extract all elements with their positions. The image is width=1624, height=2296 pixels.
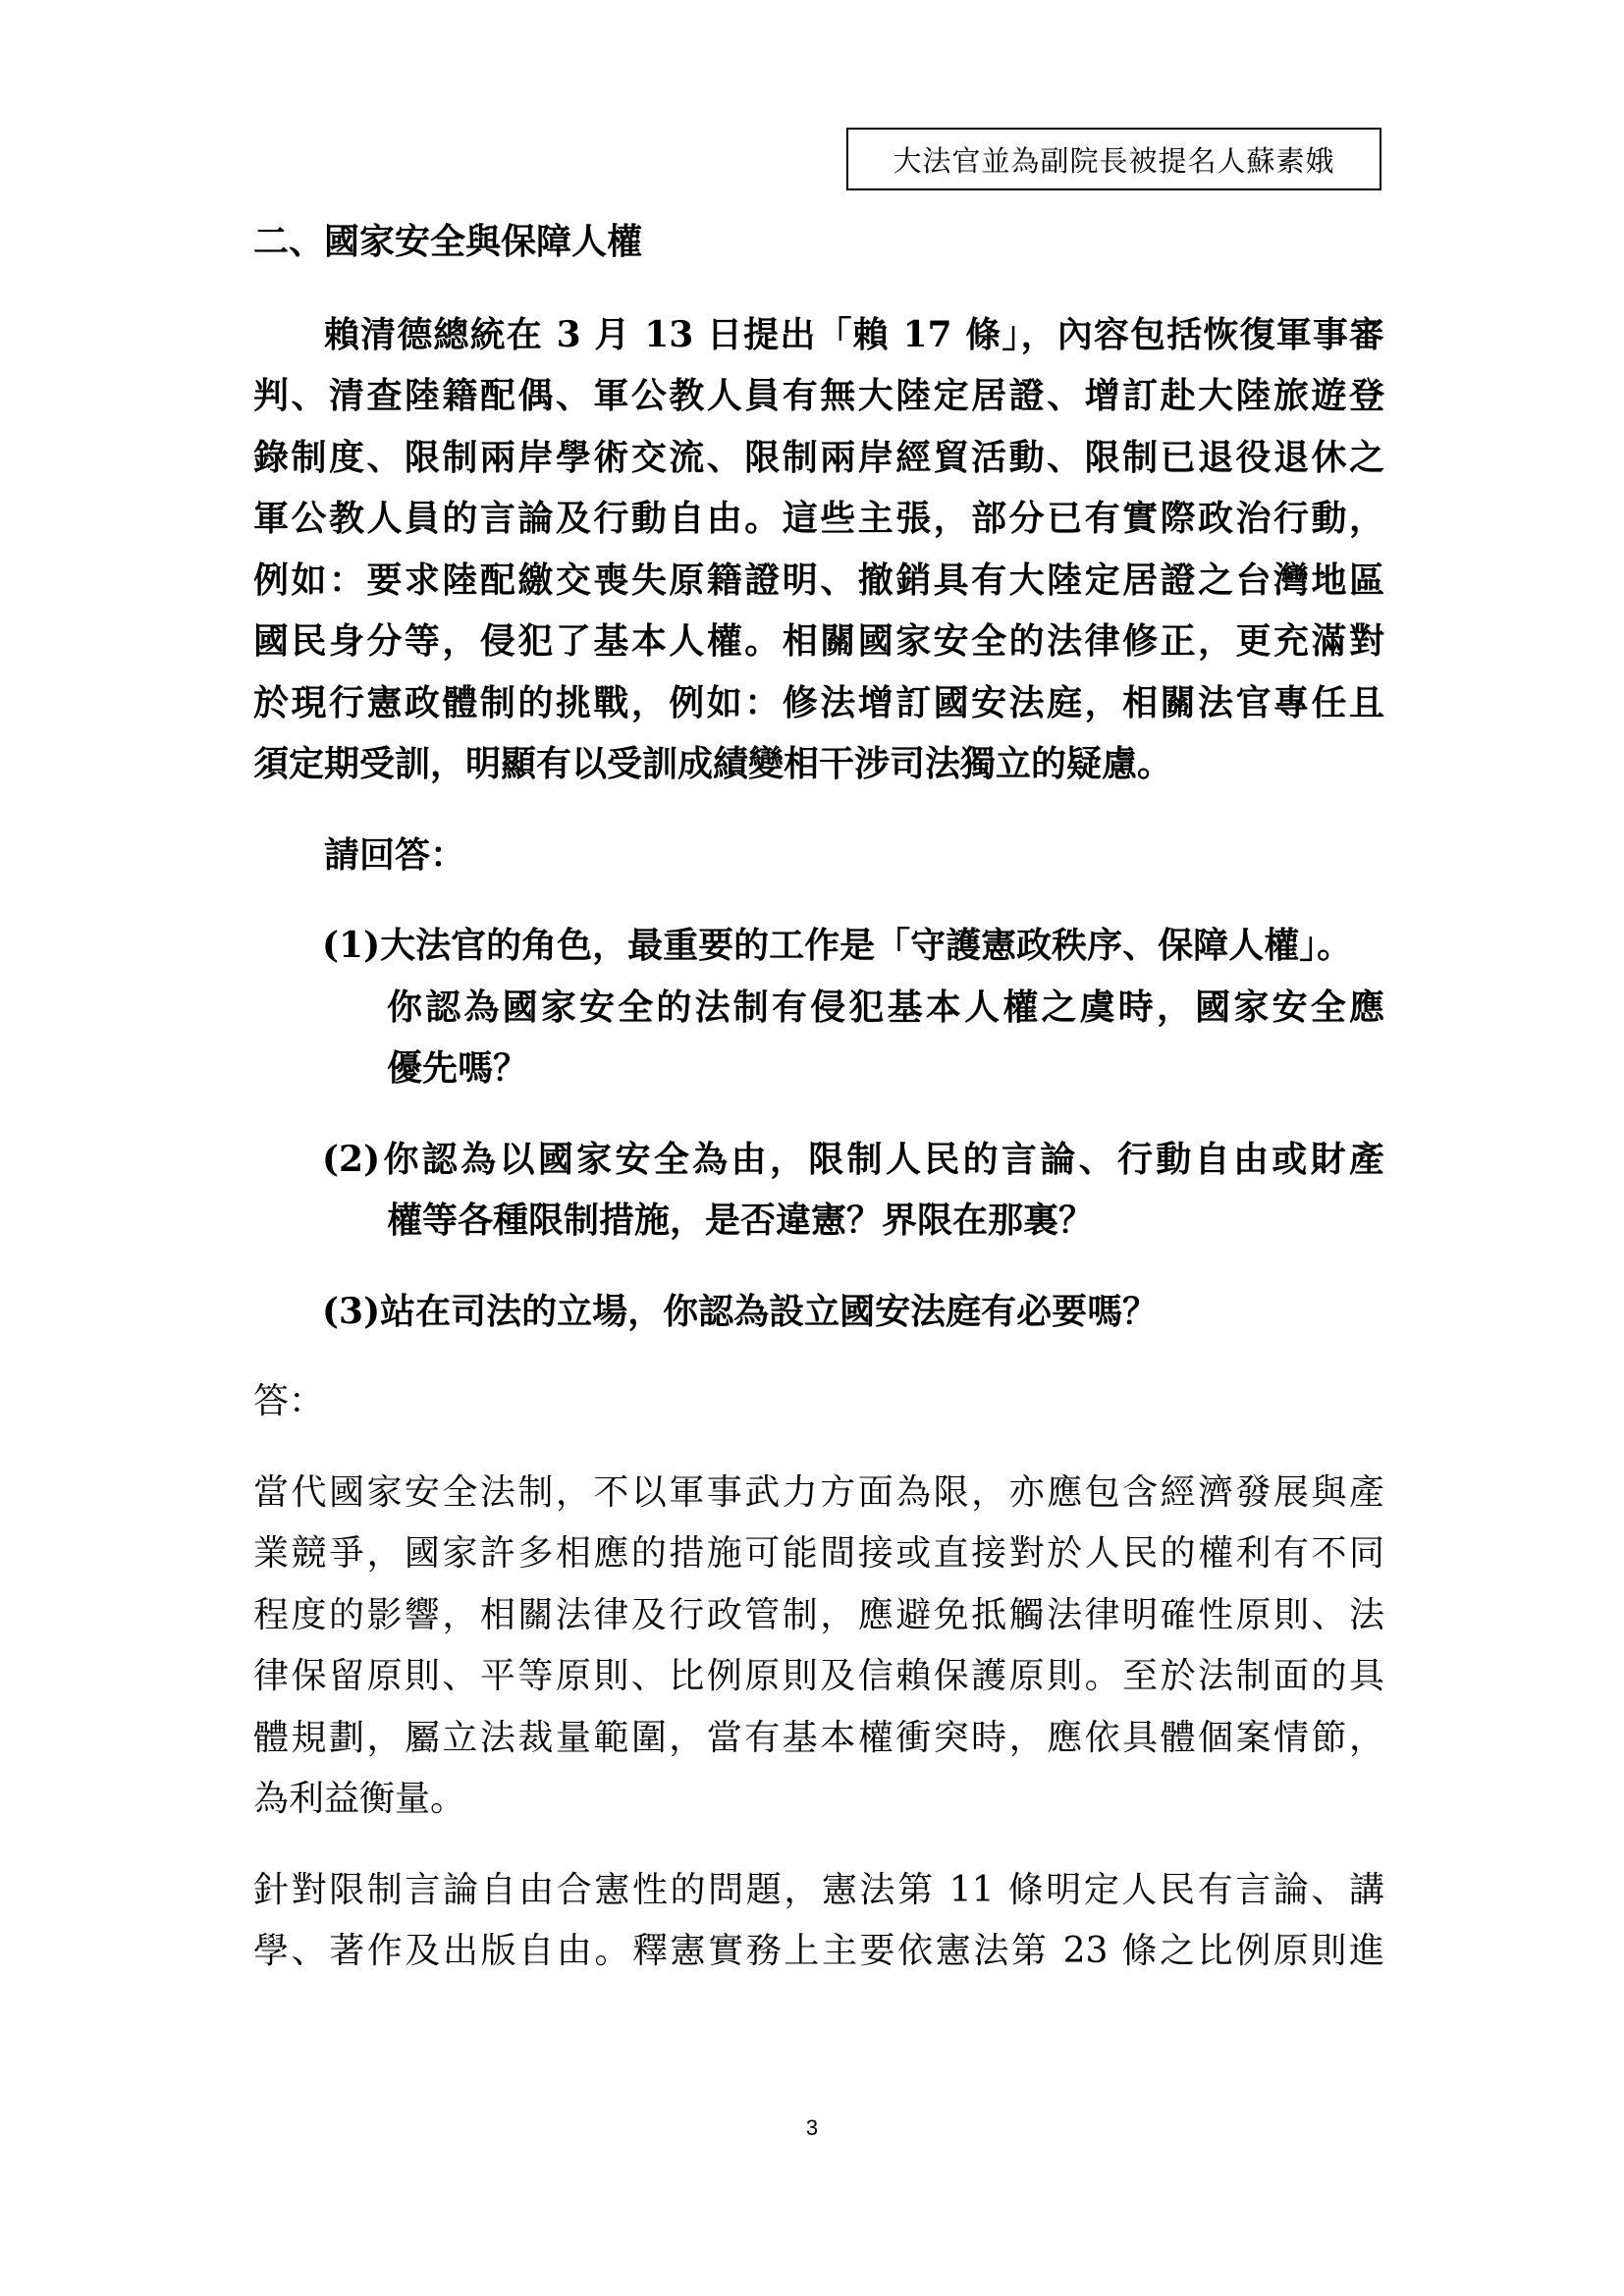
intro-line: 例如：要求陸配繳交喪失原籍證明、撤銷具有大陸定居證之台灣地區 [253,559,1384,601]
section-title: 二、國家安全與保障人權 [253,221,643,262]
question-line: (3)站在司法的立場，你認為設立國安法庭有必要嗎？ [322,1290,1159,1332]
intro-line: 須定期受訓，明顯有以受訓成績變相干涉司法獨立的疑慮。 [253,743,1173,784]
answer-line: 針對限制言論自由合憲性的問題，憲法第 11 條明定人民有言論、講 [253,1869,1384,1910]
intro-line: 錄制度、限制兩岸學術交流、限制兩岸經貿活動、限制已退役退休之 [253,436,1384,478]
answer-label: 答： [253,1381,325,1421]
answer-line: 律保留原則、平等原則、比例原則及信賴保護原則。至於法制面的具 [253,1656,1384,1696]
question-line: 你認為國家安全的法制有侵犯基本人權之虞時，國家安全應 [387,986,1384,1028]
nominee-header-box [846,128,1381,190]
answer-line: 程度的影響，相關法律及行政管制，應避免抵觸法律明確性原則、法 [253,1594,1384,1635]
question-2 [253,1129,1384,1252]
answer-paragraph-1 [253,1463,1384,1831]
question-line: 優先嗎？ [387,1047,529,1089]
intro-line: 判、清查陸籍配偶、軍公教人員有無大陸定居證、增訂赴大陸旅遊登 [253,375,1384,416]
question-line: (2)你認為以國家安全為由，限制人民的言論、行動自由或財產 [322,1138,1384,1180]
nominee-header-label: 大法官並為副院長被提名人蘇素娥 [893,143,1335,178]
question-line: (1)大法官的角色，最重要的工作是「守護憲政秩序、保障人權」。 [322,925,1353,966]
question-1 [253,915,1384,1099]
document-body [253,211,1384,1983]
answer-line: 當代國家安全法制，不以軍事武力方面為限，亦應包含經濟發展與產 [253,1471,1384,1513]
intro-line: 軍公教人員的言論及行動自由。這些主張，部分已有實際政治行動， [253,498,1384,539]
answer-line: 學、著作及出版自由。釋憲實務上主要依憲法第 23 條之比例原則進 [253,1931,1384,1971]
intro-line: 賴清德總統在 3 月 13 日提出「賴 17 條」，內容包括恢復軍事審 [324,313,1384,355]
answer-line: 為利益衡量。 [253,1779,466,1819]
intro-line: 國民身分等，侵犯了基本人權。相關國家安全的法律修正，更充滿對 [253,620,1384,662]
question-line: 權等各種限制措施，是否違憲？界限在那裏？ [387,1200,1095,1241]
answer-paragraph-2 [253,1860,1384,1983]
intro-paragraph [253,304,1384,795]
question-prompt: 請回答： [324,833,466,876]
page-number: 3 [805,2115,819,2140]
answer-line: 業競爭，國家許多相應的措施可能間接或直接對於人民的權利有不同 [253,1533,1384,1574]
intro-line: 於現行憲政體制的挑戰，例如：修法增訂國安法庭，相關法官專任且 [253,681,1384,723]
question-3 [253,1281,1384,1343]
answer-line: 體規劃，屬立法裁量範圍，當有基本權衝突時，應依具體個案情節， [253,1717,1384,1758]
